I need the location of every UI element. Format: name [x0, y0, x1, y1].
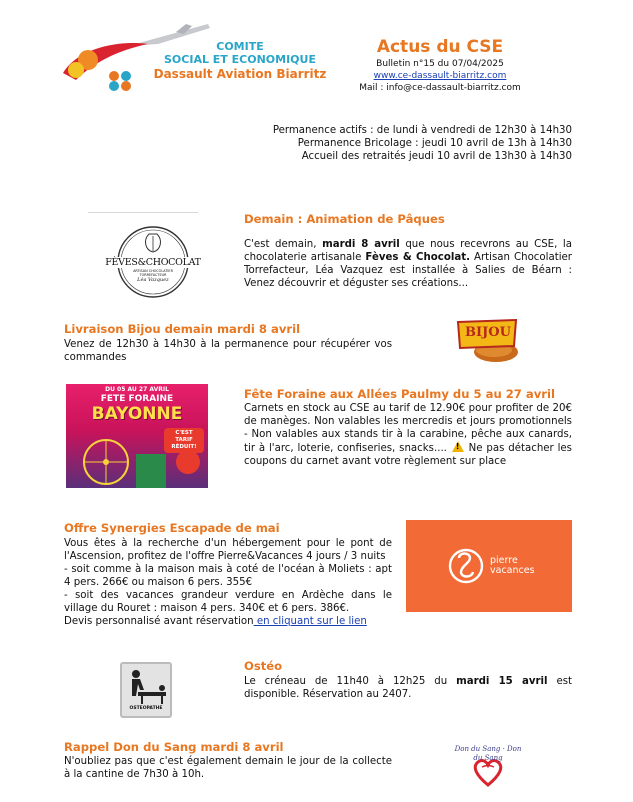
- osteo-graphic: [122, 666, 170, 706]
- bijou-title: Livraison Bijou demain mardi 8 avril: [64, 322, 301, 336]
- synergies-text: [64, 537, 392, 628]
- warning-icon: [452, 441, 464, 452]
- poster-title2: BAYONNE: [91, 404, 183, 424]
- paques-shop: Fèves & Chocolat.: [365, 252, 470, 263]
- osteo-title: Ostéo: [244, 659, 283, 673]
- bulletin-header: [340, 36, 540, 94]
- osteopathe-icon: [120, 662, 172, 718]
- paques-t3: que nous recevrons au CSE, la chocolaterie artisanale: [244, 239, 572, 263]
- don-text: N'oubliez pas que c'est également demain le jour de la collecte à la cantine de 7h30 à 10h.: [64, 756, 392, 780]
- mail-label: Mail :: [359, 83, 387, 93]
- bulletin-title: Actus du CSE: [376, 37, 504, 57]
- mail-line: [340, 82, 540, 94]
- org-line1: COMITE: [216, 40, 264, 53]
- bijou-logo: [454, 316, 526, 368]
- don-du-sang-logo: [452, 745, 524, 797]
- fete-text2: Ne pas détacher les coupons du carnet avant votre règlement sur place: [244, 443, 572, 467]
- org-line3: Dassault Aviation Biarritz: [153, 67, 327, 81]
- don-logo-text: Don du Sang · Don du Sang: [454, 745, 522, 762]
- org-line2: SOCIAL ET ECONOMIQUE: [164, 53, 316, 66]
- paques-text: [244, 238, 572, 290]
- synergies-title: Offre Synergies Escapade de mai: [64, 521, 280, 535]
- permanence-line: Permanence actifs : de lundi à vendredi de 12h30 à 14h30: [272, 125, 572, 136]
- pv-icon: [446, 546, 486, 586]
- osteo-text: [244, 675, 572, 701]
- don-title: Rappel Don du Sang mardi 8 avril: [64, 740, 284, 754]
- divider: [88, 212, 198, 213]
- bijou-logo-text: BIJOU: [465, 325, 511, 340]
- feves-logo-sub: ARTISAN CHOCOLATIER TORREFACTEUR: [133, 269, 173, 277]
- synergies-devis-line: [64, 615, 392, 628]
- bijou-text: Venez de 12h30 à 14h30 à la permanence pour récupérer vos commandes: [64, 339, 392, 363]
- paques-t5: Artisan Chocolatier Torrefacteur, Léa Vazquez est installée à Salies de Béarn : Venez découvrir et déguster ses créations...: [244, 252, 572, 289]
- pv-wordmark: [490, 556, 535, 576]
- synergies-line: - soit comme à la maison mais à coté de l'océan à Moliets : apt 4 pers. 266€ ou maison 6 pers. 355€: [64, 564, 392, 588]
- pv-line1: pierre: [490, 555, 518, 566]
- fete-foraine-poster: [66, 384, 208, 488]
- fete-text1: Carnets en stock au CSE au tarif de 12.90€ pour profiter de 20€ de manèges. Non valables les mercredis et jours promotionnels - Non valables aux stands tir à la carabine, pêche aux canards, tir à l'arc, loterie, confiseries, snacks....: [244, 403, 572, 454]
- osteo-icon-label: OSTEOPATHE: [129, 706, 163, 711]
- poster-dates: DU 05 AU 27 AVRIL: [105, 386, 169, 393]
- permanence-line: Permanence Bricolage : jeudi 10 avril de 13h à 14h30: [297, 138, 572, 149]
- fete-title: Fête Foraine aux Allées Paulmy du 5 au 27 avril: [244, 387, 555, 401]
- synergies-link[interactable]: en cliquant sur le lien: [253, 616, 367, 627]
- osteo-t1: Le créneau de 11h40 à 12h25 du: [244, 676, 457, 687]
- fete-text: [244, 402, 572, 468]
- paques-title: Demain : Animation de Pâques: [244, 212, 445, 226]
- synergies-line: Vous êtes à la recherche d'un hébergement pour le pont de l'Ascension, profitez de l'offre Pierre&Vacances 4 jours / 3 nuits: [64, 538, 392, 562]
- osteo-date: mardi 15 avril: [456, 676, 548, 687]
- poster-title1: FETE FORAINE: [100, 394, 174, 404]
- website-link[interactable]: www.ce-dassault-biarritz.com: [373, 71, 507, 81]
- feves-chocolat-logo: [105, 224, 201, 300]
- synergies-devis: Devis personnalisé avant réservation: [64, 616, 254, 627]
- feves-logo-name: FÈVES&CHOCOLAT: [99, 257, 207, 268]
- feves-logo-signature: Léa Vazquez: [137, 277, 169, 283]
- permanences: [240, 124, 572, 163]
- paques-t1: C'est demain,: [244, 239, 323, 250]
- cse-logo-text: [150, 40, 330, 81]
- synergies-line: - soit des vacances grandeur verdure en Ardèche dans le village du Rouret : maison 4 pers. 340€ et 6 pers. 386€.: [64, 590, 392, 614]
- bulletin-number: Bulletin n°15 du 07/04/2025: [376, 59, 504, 69]
- osteo-t3: est disponible. Réservation au 2407.: [244, 676, 573, 700]
- permanence-line: Accueil des retraités jeudi 10 avril de 13h30 à 14h30: [301, 151, 572, 162]
- pierre-vacances-logo: [406, 520, 572, 612]
- pv-line2: vacances: [490, 565, 535, 576]
- poster-badge: C'EST TARIF RÉDUIT!: [164, 428, 204, 453]
- mail-address[interactable]: info@ce-dassault-biarritz.com: [386, 83, 521, 93]
- paques-date: mardi 8 avril: [322, 239, 400, 250]
